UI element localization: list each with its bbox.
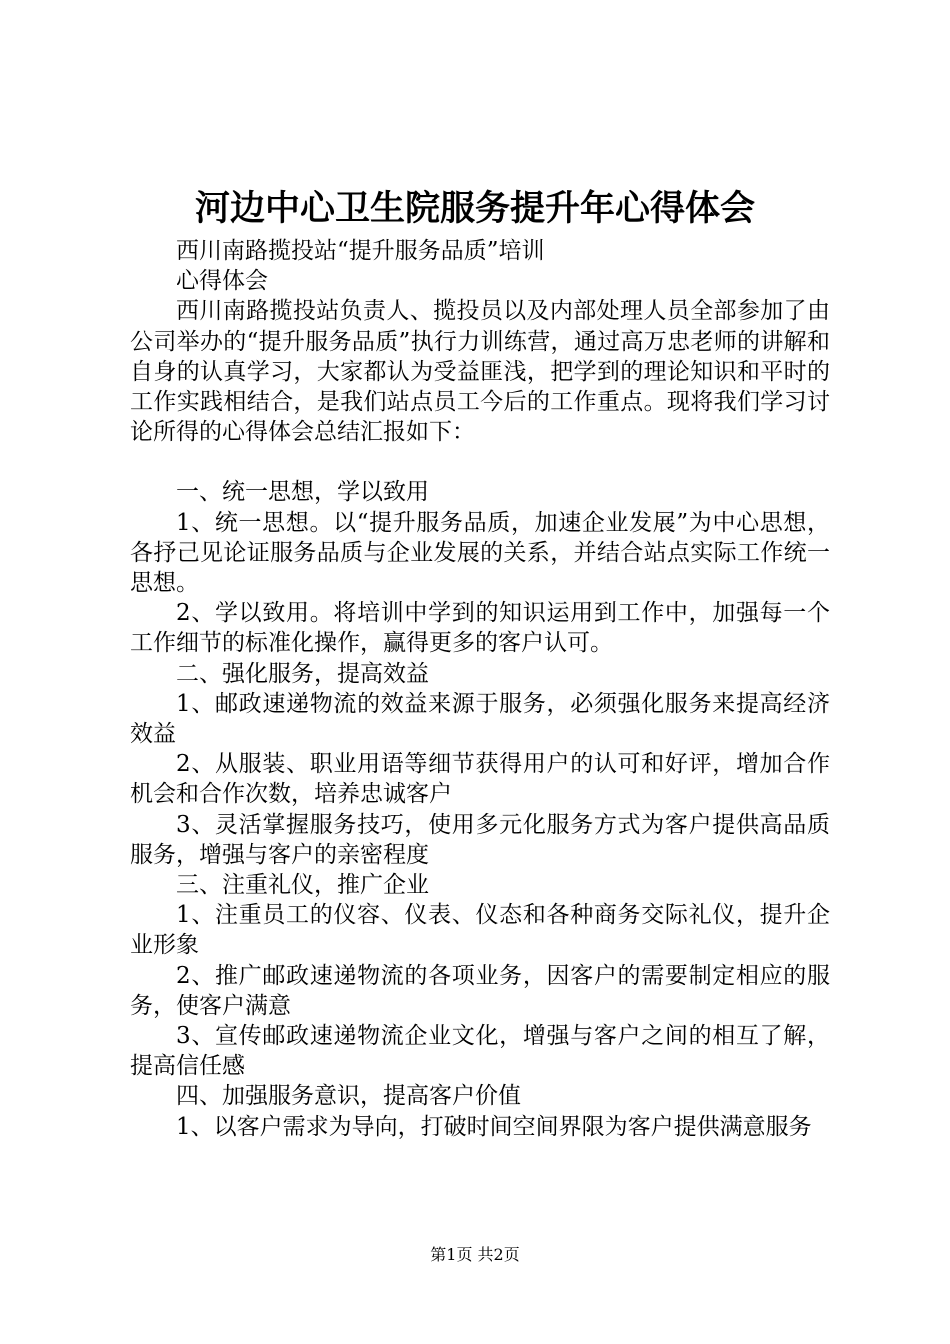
section-heading: 二、强化服务，提高效益 [176,660,429,687]
paragraph: 1、邮政速递物流的效益来源于服务，必须强化服务来提高经济效益 [130,690,830,748]
section-heading: 一、统一思想，学以致用 [176,479,429,506]
paragraph: 2、学以致用。将培训中学到的知识运用到工作中，加强每一个工作细节的标准化操作，赢得更多的客户认可。 [130,600,830,657]
paragraph: 1、统一思想。以“提升服务品质，加速企业发展”为中心思想，各抒己见论证服务品质与企业发展的关系，并结合站点实际工作统一思想。 [130,509,830,597]
paragraph: 西川南路揽投站“提升服务品质”培训 [176,238,545,264]
blank-line [130,447,830,477]
paragraph: 1、以客户需求为导向，打破时间空间界限为客户提供满意服务 [176,1113,812,1140]
document-body [130,236,830,1142]
paragraph: 心得体会 [176,268,268,295]
document-title: 河边中心卫生院服务提升年心得体会 [194,188,755,229]
paragraph: 3、宣传邮政速递物流企业文化，增强与客户之间的相互了解，提高信任感 [130,1023,830,1080]
section-heading: 三、注重礼仪，推广企业 [176,872,429,899]
section-heading: 四、加强服务意识，提高客户价值 [176,1083,521,1110]
paragraph: 2、从服装、职业用语等细节获得用户的认可和好评，增加合作机会和合作次数，培养忠诚客户 [130,751,830,808]
paragraph: 3、灵活掌握服务技巧，使用多元化服务方式为客户提供高品质服务，增强与客户的亲密程度 [130,811,830,868]
paragraph: 2、推广邮政速递物流的各项业务，因客户的需要制定相应的服务，使客户满意 [130,962,830,1019]
paragraph: 西川南路揽投站负责人、揽投员以及内部处理人员全部参加了由公司举办的“提升服务品质”执行力训练营，通过高万忠老师的讲解和自身的认真学习，大家都认为受益匪浅，把学到的理论知识和平时的工作实践相结合，是我们站点员工今后的工作重点。现将我们学习讨论所得的心得体会总结汇报如下： [130,298,830,446]
paragraph: 1、注重员工的仪容、仪表、仪态和各种商务交际礼仪，提升企业形象 [130,902,830,959]
page-footer: 第1页 共2页 [430,1245,520,1264]
